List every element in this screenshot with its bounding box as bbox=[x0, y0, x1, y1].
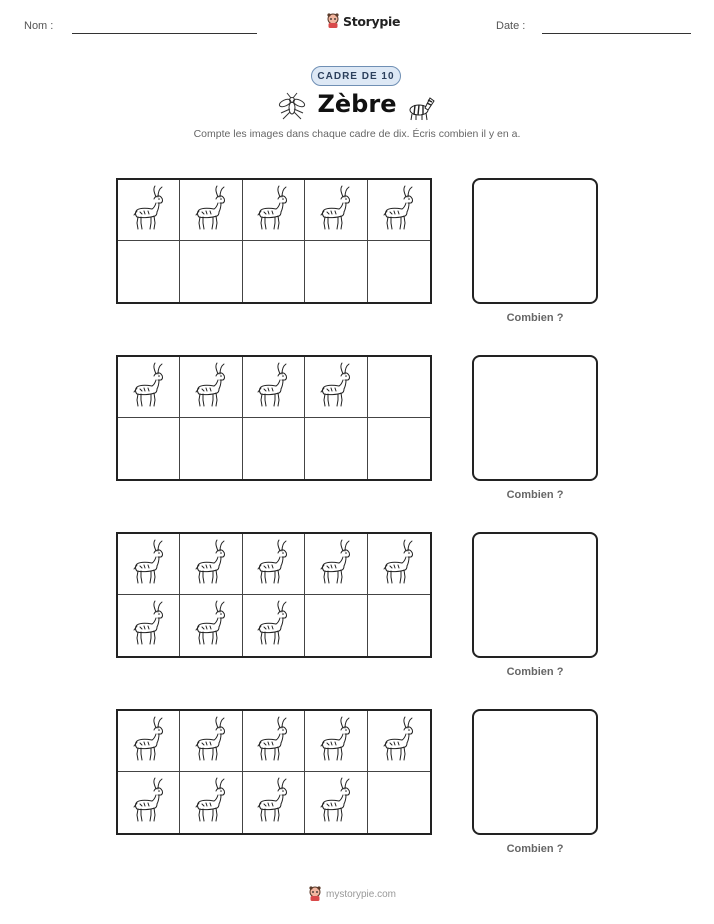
gazelle-icon bbox=[317, 362, 355, 413]
gazelle-icon bbox=[317, 539, 355, 590]
ten-frame-cell bbox=[305, 772, 367, 833]
gazelle-icon bbox=[192, 600, 230, 651]
gazelle-icon bbox=[254, 777, 292, 828]
gazelle-icon bbox=[317, 185, 355, 236]
ten-frame-cell bbox=[118, 772, 180, 833]
name-line[interactable] bbox=[72, 33, 257, 34]
ten-frame-cell bbox=[305, 534, 367, 595]
ten-frame-cell bbox=[243, 711, 305, 772]
answer-label: Combien ? bbox=[506, 843, 564, 855]
ten-frame-cell bbox=[305, 595, 367, 656]
storypie-logo-icon bbox=[308, 886, 322, 902]
gazelle-icon bbox=[254, 362, 292, 413]
gazelle-icon bbox=[130, 716, 168, 767]
gazelle-icon bbox=[254, 600, 292, 651]
gazelle-icon bbox=[192, 716, 230, 767]
ten-frame-cell bbox=[368, 418, 430, 479]
name-label: Nom : bbox=[24, 20, 54, 32]
ten-frame-cell bbox=[305, 418, 367, 479]
instructions: Compte les images dans chaque cadre de dix. Écris combien il y en a. bbox=[193, 128, 521, 140]
ten-frame-cell bbox=[368, 711, 430, 772]
ten-frame-cell bbox=[243, 241, 305, 302]
answer-box-2[interactable] bbox=[472, 355, 598, 481]
ten-frame-cell bbox=[368, 241, 430, 302]
ten-frame-3 bbox=[116, 532, 432, 658]
ten-frame-cell bbox=[368, 534, 430, 595]
ten-frame-cell bbox=[118, 241, 180, 302]
ten-frame-cell bbox=[180, 241, 242, 302]
gazelle-icon bbox=[130, 600, 168, 651]
gazelle-icon bbox=[317, 777, 355, 828]
ten-frame-cell bbox=[118, 595, 180, 656]
gazelle-icon bbox=[380, 716, 418, 767]
ten-frame-cell bbox=[118, 711, 180, 772]
gazelle-icon bbox=[380, 539, 418, 590]
ten-frame-cell bbox=[305, 357, 367, 418]
ten-frame-cell bbox=[180, 418, 242, 479]
ten-frame-4 bbox=[116, 709, 432, 835]
ten-frame-cell bbox=[243, 357, 305, 418]
ten-frame-cell bbox=[180, 711, 242, 772]
ten-frame-cell bbox=[180, 595, 242, 656]
ten-frame-cell bbox=[368, 180, 430, 241]
ten-frame-cell bbox=[243, 534, 305, 595]
gazelle-icon bbox=[192, 185, 230, 236]
ten-frame-cell bbox=[180, 772, 242, 833]
ten-frame-cell bbox=[305, 241, 367, 302]
ten-frame-2 bbox=[116, 355, 432, 481]
date-line[interactable] bbox=[542, 33, 691, 34]
ten-frame-cell bbox=[243, 180, 305, 241]
gazelle-icon bbox=[130, 362, 168, 413]
ten-frame-cell bbox=[243, 418, 305, 479]
ten-frame-cell bbox=[118, 418, 180, 479]
ten-frame-cell bbox=[305, 711, 367, 772]
brand-name: Storypie bbox=[343, 13, 401, 29]
ten-frame-cell bbox=[180, 534, 242, 595]
date-label: Date : bbox=[496, 20, 526, 32]
ten-frame-cell bbox=[368, 595, 430, 656]
footer bbox=[308, 886, 396, 902]
gazelle-icon bbox=[254, 716, 292, 767]
brand bbox=[326, 13, 400, 29]
ten-frame-cell bbox=[118, 357, 180, 418]
answer-box-4[interactable] bbox=[472, 709, 598, 835]
zebra-icon bbox=[406, 92, 436, 122]
ten-frame-1 bbox=[116, 178, 432, 304]
gazelle-icon bbox=[192, 362, 230, 413]
footer-url[interactable]: mystorypie.com bbox=[326, 888, 397, 900]
gazelle-icon bbox=[192, 539, 230, 590]
gazelle-icon bbox=[130, 185, 168, 236]
answer-label: Combien ? bbox=[506, 666, 564, 678]
ten-frame-cell bbox=[243, 595, 305, 656]
ten-frame-cell bbox=[118, 534, 180, 595]
ten-frame-cell bbox=[180, 180, 242, 241]
gazelle-icon bbox=[254, 539, 292, 590]
gazelle-icon bbox=[254, 185, 292, 236]
page-title: Zèbre bbox=[317, 90, 397, 118]
answer-label: Combien ? bbox=[506, 312, 564, 324]
ten-frame-cell bbox=[368, 772, 430, 833]
gazelle-icon bbox=[192, 777, 230, 828]
answer-label: Combien ? bbox=[506, 489, 564, 501]
gazelle-icon bbox=[380, 185, 418, 236]
answer-box-1[interactable] bbox=[472, 178, 598, 304]
gazelle-icon bbox=[317, 716, 355, 767]
ten-frame-cell bbox=[305, 180, 367, 241]
worksheet-type-badge: CADRE DE 10 bbox=[311, 66, 401, 86]
answer-box-3[interactable] bbox=[472, 532, 598, 658]
gazelle-icon bbox=[130, 539, 168, 590]
gazelle-icon bbox=[130, 777, 168, 828]
ten-frame-cell bbox=[368, 357, 430, 418]
storypie-logo-icon bbox=[326, 13, 340, 29]
ten-frame-cell bbox=[243, 772, 305, 833]
ten-frame-cell bbox=[180, 357, 242, 418]
ten-frame-cell bbox=[118, 180, 180, 241]
